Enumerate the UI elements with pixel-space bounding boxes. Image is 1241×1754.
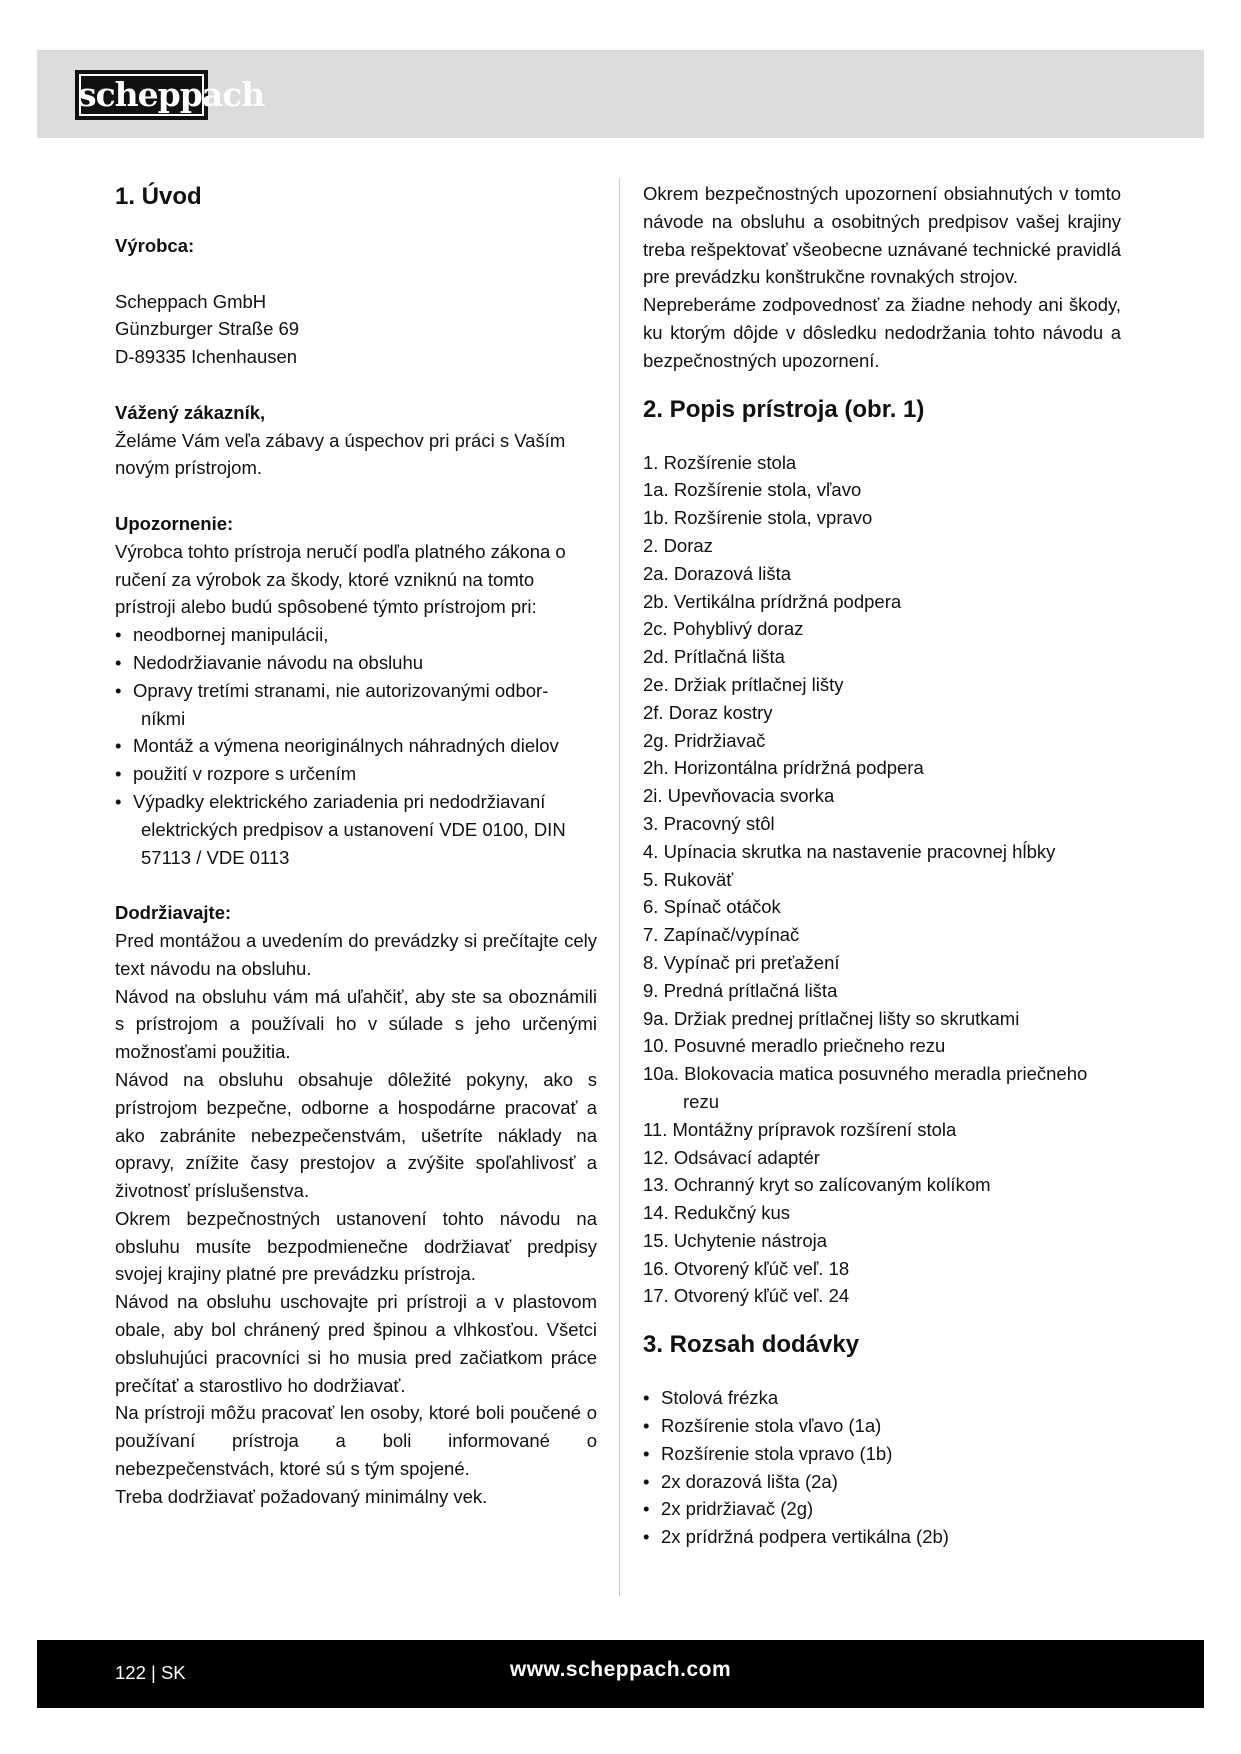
list-item: 14. Redukčný kus xyxy=(643,1202,791,1224)
list-item: 2a. Dorazová lišta xyxy=(643,562,792,584)
notice-text: Výrobca tohto prístroja neručí podľa platného zákona o ručení za výrobok za škody, ktoré vzniknú na tomto prístroji alebo budú spôsobené týmto prístrojom pri: xyxy=(115,540,566,618)
list-item: 2i. Upevňovacia svorka xyxy=(643,785,835,807)
list-item: • 2x prídržná podpera vertikálna (2b) xyxy=(643,1523,1121,1551)
delivery-list xyxy=(643,1384,1121,1551)
list-item: • neodbornej manipulácii, xyxy=(115,621,597,649)
observe-paragraph: Na prístroji môžu pracovať len osoby, ktoré boli poučené o používaní prístroja a boli informované o nebezpečenstvách, ktoré sú s tým spojené. xyxy=(115,1402,597,1480)
customer-text: Želáme Vám veľa zábavy a úspechov pri práci s Vaším novým prístrojom. xyxy=(115,429,566,479)
customer-greeting: Vážený zákazník, xyxy=(115,401,266,423)
column-divider xyxy=(619,178,620,1596)
manufacturer-label: Výrobca: xyxy=(115,235,195,256)
list-item: 10. Posuvné meradlo priečneho rezu xyxy=(643,1035,946,1057)
list-item: 9. Predná prítlačná lišta xyxy=(643,979,838,1001)
list-item: 1a. Rozšírenie stola, vľavo xyxy=(643,479,862,501)
list-item: 5. Rukoväť xyxy=(643,868,734,890)
list-item: 12. Odsávací adaptér xyxy=(643,1146,820,1168)
list-item: 9a. Držiak prednej prítlačnej lišty so skrutkami xyxy=(643,1007,1020,1029)
intro-paragraph: Okrem bezpečnostných upozornení obsiahnutých v tomto návode na obsluhu a osobitných predpisov vašej krajiny treba rešpektovať všeobecne uznávané technické pravidlá pre prevádzku konštrukčne rovnakých strojov. xyxy=(643,183,1121,288)
address-line: D-89335 Ichenhausen xyxy=(115,346,298,368)
section-1-heading: 1. Úvod xyxy=(115,183,202,210)
page-number: 122 xyxy=(115,1662,146,1683)
list-item: 7. Zapínač/vypínač xyxy=(643,924,800,946)
left-column xyxy=(115,180,597,1511)
list-item: 2d. Prítlačná lišta xyxy=(643,646,785,668)
list-item: • Montáž a výmena neoriginálnych náhradných dielov xyxy=(115,732,597,760)
list-item: 3. Pracovný stôl xyxy=(643,812,775,834)
list-item: 1. Rozšírenie stola xyxy=(643,451,797,473)
section-2-heading: 2. Popis prístroja (obr. 1) xyxy=(643,395,925,423)
list-item: • Nedodržiavanie návodu na obsluhu xyxy=(115,649,597,677)
list-item: 4. Upínacia skrutka na nastavenie pracovnej hĺbky xyxy=(643,840,1056,862)
address-line: Günzburger Straße 69 xyxy=(115,318,300,340)
list-item: 2f. Doraz kostry xyxy=(643,701,773,723)
list-item: 16. Otvorený kľúč veľ. 18 xyxy=(643,1257,850,1279)
footer-band xyxy=(37,1640,1204,1708)
list-item: 6. Spínač otáčok xyxy=(643,896,781,918)
list-item: 2g. Pridržiavač xyxy=(643,729,766,751)
list-item: • 2x pridržiavač (2g) xyxy=(643,1495,1121,1523)
language-code: SK xyxy=(160,1662,186,1683)
list-item: • použití v rozpore s určením xyxy=(115,760,597,788)
list-item: 2c. Pohyblivý doraz xyxy=(643,618,804,640)
intro-paragraph: Nepreberáme zodpovednosť za žiadne nehody ani škody, ku ktorým dôjde v dôsledku nedodržania tohto návodu a bezpečnostných upozornení. xyxy=(643,294,1121,371)
list-item: • Rozšírenie stola vľavo (1a) xyxy=(643,1412,1121,1440)
list-item: 10a. Blokovacia matica posuvného meradla priečneho rezu xyxy=(643,1063,1088,1112)
list-item: 13. Ochranný kryt so zalícovaným kolíkom xyxy=(643,1174,991,1196)
scheppach-logo: scheppach xyxy=(75,70,208,120)
observe-paragraph: Okrem bezpečnostných ustanovení tohto návodu na obsluhu musíte bezpodmienečne dodržiavať predpisy svojej krajiny platné pre prevádzku prístroja. xyxy=(115,1207,597,1285)
section-3-heading: 3. Rozsah dodávky xyxy=(643,1331,860,1359)
separator: | xyxy=(151,1662,156,1683)
list-item: • Výpadky elektrického zariadenia pri nedodržiavaní elektrických predpisov a ustanovení VDE 0100, DIN 57113 / VDE 0113 xyxy=(115,788,597,871)
address-line: Scheppach GmbH xyxy=(115,290,267,312)
observe-paragraph: Návod na obsluhu uschovajte pri prístroji a v plastovom obale, aby bol chránený pred špinou a vlhkosťou. Všetci obsluhujúci pracovníci si ho musia pred začiatkom práce prečítať a starostlivo ho dodržiavať. xyxy=(115,1291,597,1396)
notice-list xyxy=(115,621,597,871)
list-item: • Stolová frézka xyxy=(643,1384,1121,1412)
list-item: 17. Otvorený kľúč veľ. 24 xyxy=(643,1285,850,1307)
list-item: • Opravy tretími stranami, nie autorizovanými odbor- níkmi xyxy=(115,677,597,733)
list-item: 2. Doraz xyxy=(643,534,713,556)
right-column xyxy=(643,180,1121,1551)
list-item: 11. Montážny prípravok rozšírení stola xyxy=(643,1118,957,1140)
notice-label: Upozornenie: xyxy=(115,512,234,534)
observe-label: Dodržiavajte: xyxy=(115,902,232,924)
observe-paragraph: Návod na obsluhu obsahuje dôležité pokyny, ako s prístrojom bezpečne, odborne a hospodárne pracovať a ako zabránite nebezpečenstvám, ušetríte náklady na opravy, znížite časy prestojov a zvýšite spoľahlivosť a životnosť príslušenstva. xyxy=(115,1068,597,1202)
website-link[interactable]: www.scheppach.com xyxy=(509,1658,732,1681)
list-item: 8. Vypínač pri preťažení xyxy=(643,951,840,973)
list-item: 2h. Horizontálna prídržná podpera xyxy=(643,757,924,779)
list-item: • 2x dorazová lišta (2a) xyxy=(643,1468,1121,1496)
parts-list xyxy=(643,449,1121,1311)
observe-paragraph: Treba dodržiavať požadovaný minimálny vek. xyxy=(115,1485,488,1507)
list-item: 2b. Vertikálna prídržná podpera xyxy=(643,590,902,612)
list-item: 1b. Rozšírenie stola, vpravo xyxy=(643,507,873,529)
list-item: • Rozšírenie stola vpravo (1b) xyxy=(643,1440,1121,1468)
observe-paragraph: Návod na obsluhu vám má uľahčiť, aby ste sa oboznámili s prístrojom a používali ho v súlade s jeho určenými možnosťami použitia. xyxy=(115,985,597,1063)
list-item: 2e. Držiak prítlačnej lišty xyxy=(643,673,844,695)
observe-paragraph: Pred montážou a uvedením do prevádzky si prečítajte cely text návodu na obsluhu. xyxy=(115,929,597,979)
list-item: 15. Uchytenie nástroja xyxy=(643,1229,828,1251)
